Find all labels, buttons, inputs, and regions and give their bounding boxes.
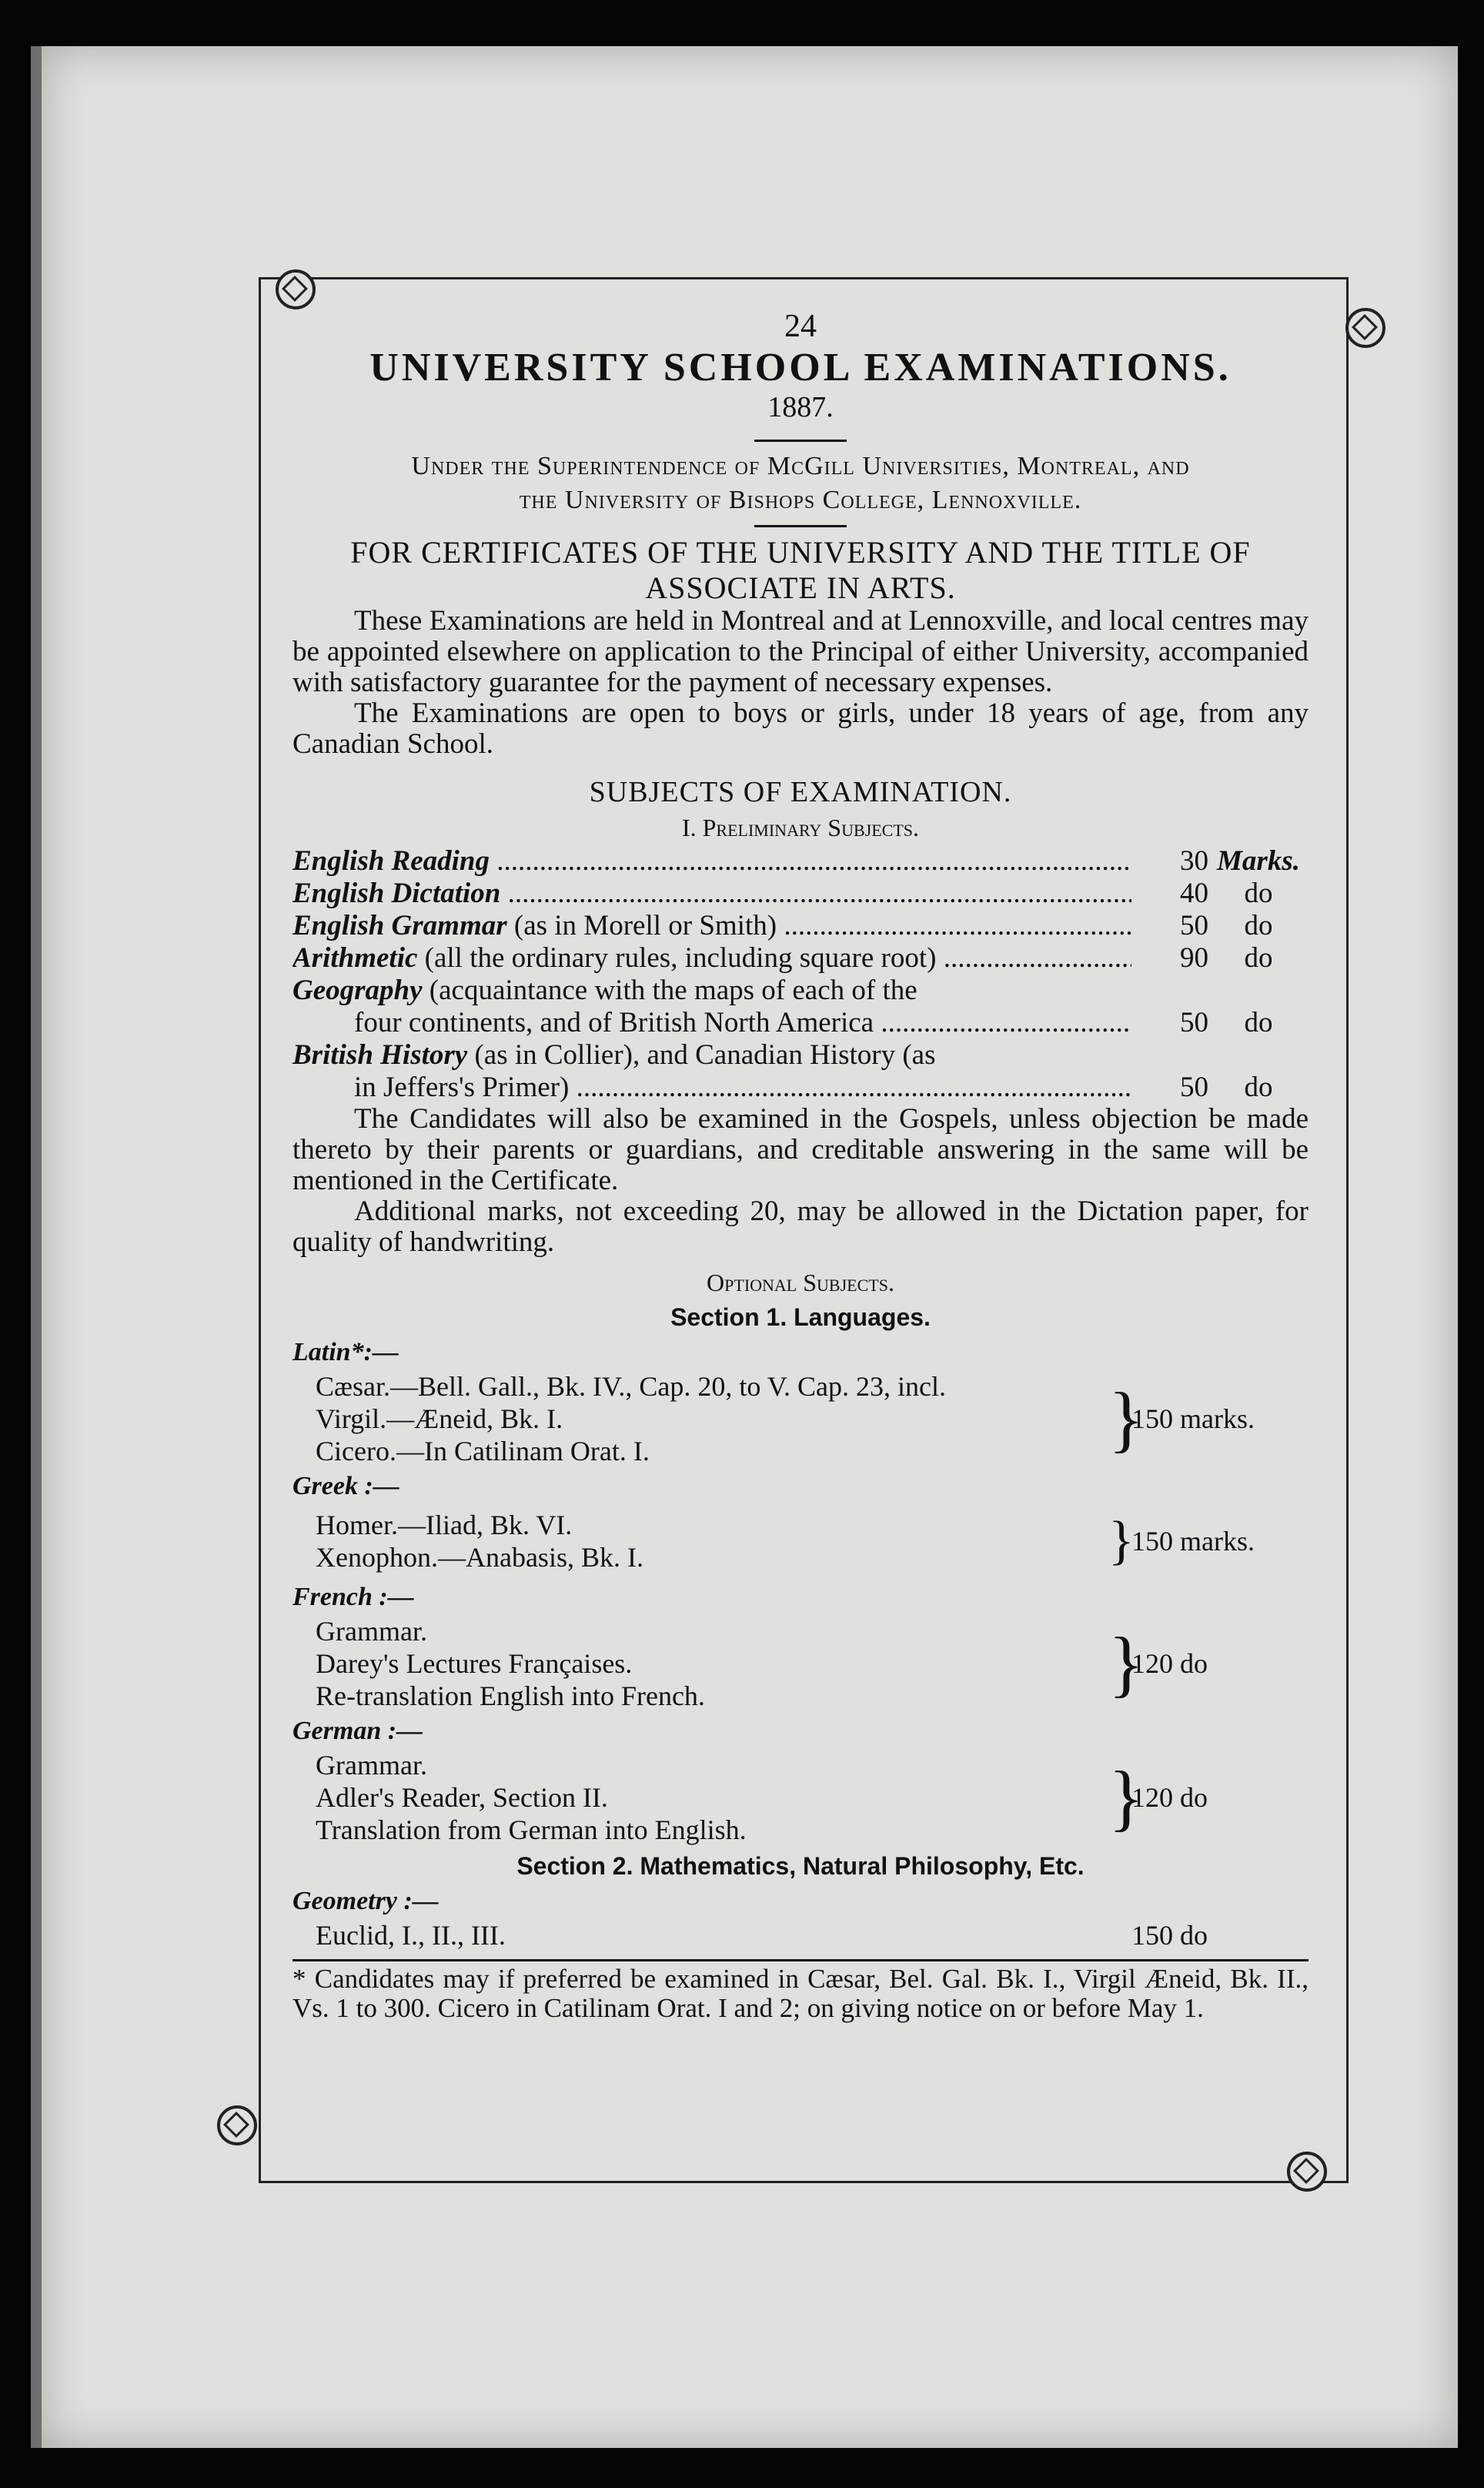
- language-name: Latin*:—: [292, 1338, 399, 1366]
- superintendence-line-1: Under the Superintendence of McGill Universities, Montreal, and: [411, 452, 1190, 480]
- language-latin: [292, 1338, 1309, 1467]
- certificates-heading-2: ASSOCIATE IN ARTS.: [645, 570, 956, 605]
- corner-ornament-icon: [217, 2105, 257, 2145]
- divider: [754, 440, 847, 442]
- section-2-heading: Section 2. Mathematics, Natural Philosophy, Etc.: [516, 1852, 1085, 1880]
- language-item: Cæsar.—Bell. Gall., Bk. IV., Cap. 20, to V. Cap. 23, incl.: [316, 1371, 947, 1402]
- geometry-item: Euclid, I., II., III.: [316, 1920, 506, 1951]
- language-greek: [292, 1472, 1309, 1578]
- preliminary-item: English Reading ..... 30 Marks.: [292, 845, 1309, 878]
- brace-icon: }: [1108, 1511, 1135, 1570]
- preliminary-item: English Grammar (as in Morell or Smith) ..... 50 do: [292, 910, 1309, 942]
- subjects-heading: SUBJECTS OF EXAMINATION.: [589, 776, 1012, 808]
- page-title: UNIVERSITY SCHOOL EXAMINATIONS.: [369, 346, 1232, 390]
- language-item: Adler's Reader, Section II.: [316, 1782, 608, 1813]
- corner-ornament-icon: [1345, 308, 1385, 348]
- language-item: Homer.—Iliad, Bk. VI.: [316, 1510, 573, 1540]
- paragraph-eligibility: The Examinations are open to boys or girls, under 18 years of age, from any Canadian School.: [292, 697, 1309, 760]
- language-item: Re-translation English into French.: [316, 1680, 705, 1711]
- preliminary-item: Arithmetic (all the ordinary rules, including square root) ..... 90 do: [292, 942, 1309, 975]
- language-item: Virgil.—Æneid, Bk. I.: [316, 1403, 563, 1434]
- brace-icon: }: [1108, 1377, 1145, 1460]
- language-marks: 120 do: [1131, 1782, 1208, 1813]
- geometry-label: Geometry :—: [292, 1887, 439, 1915]
- language-marks: 150 marks.: [1131, 1526, 1255, 1557]
- geometry-marks: 150 do: [1131, 1920, 1208, 1951]
- language-item: Translation from German into English.: [316, 1814, 747, 1845]
- corner-ornament-icon: [1287, 2152, 1327, 2192]
- certificates-heading-1: FOR CERTIFICATES OF THE UNIVERSITY AND THE TITLE OF: [350, 535, 1251, 570]
- language-name: Greek :—: [292, 1472, 399, 1500]
- language-name: French :—: [292, 1583, 414, 1611]
- superintendence-line-2: the University of Bishops College, Lennoxville.: [519, 486, 1082, 514]
- section-1-heading: Section 1. Languages.: [670, 1303, 931, 1331]
- year: 1887.: [767, 391, 834, 423]
- language-name: German :—: [292, 1717, 423, 1745]
- language-marks: 150 marks.: [1131, 1403, 1255, 1434]
- language-item: Darey's Lectures Françaises.: [316, 1648, 633, 1679]
- preliminary-item: English Dictation ..... 40 do: [292, 878, 1309, 910]
- paragraph-handwriting: Additional marks, not exceeding 20, may be allowed in the Dictation paper, for quality of handwriting.: [292, 1196, 1309, 1258]
- paragraph-gospels: The Candidates will also be examined in the Gospels, unless objection be made thereto by their parents or guardians, and creditable answering in the same will be mentioned in the Certificate.: [292, 1103, 1309, 1196]
- footnote: * Candidates may if preferred be examined in Cæsar, Bel. Gal. Bk. I., Virgil Æneid, Bk. II., Vs. 1 to 300. Cicero in Catilinam Orat. I and 2; on giving notice on or before May 1.: [292, 1959, 1309, 2023]
- divider: [754, 525, 847, 527]
- language-german: [292, 1717, 1309, 1846]
- language-item: Grammar.: [316, 1616, 427, 1647]
- language-marks: 120 do: [1131, 1648, 1208, 1679]
- paragraph-examinations: These Examinations are held in Montreal and at Lennoxville, and local centres may be appointed elsewhere on application to the Principal of either University, accompanied with satisfactory guarantee for the payment of necessary expenses.: [292, 605, 1309, 698]
- page-number: 24: [784, 309, 817, 344]
- corner-ornament-icon: [276, 269, 316, 309]
- language-french: [292, 1583, 1309, 1712]
- brace-icon: }: [1108, 1756, 1145, 1838]
- brace-icon: }: [1108, 1622, 1145, 1704]
- preliminary-list: [292, 845, 1309, 1104]
- language-item: Grammar.: [316, 1750, 427, 1781]
- preliminary-item: British History (as in Collier), and Canadian History (as in Jeffers's Primer) ..... 50 do: [292, 1039, 1309, 1104]
- preliminary-heading: I. Preliminary Subjects.: [681, 814, 920, 841]
- page-content: [292, 308, 1309, 2050]
- language-item: Cicero.—In Catilinam Orat. I.: [316, 1436, 650, 1466]
- optional-heading: Optional Subjects.: [707, 1269, 894, 1296]
- preliminary-item: Geography (acquaintance with the maps of each of the four continents, and of British North America ..... 50 do: [292, 975, 1309, 1039]
- language-item: Xenophon.—Anabasis, Bk. I.: [316, 1542, 643, 1573]
